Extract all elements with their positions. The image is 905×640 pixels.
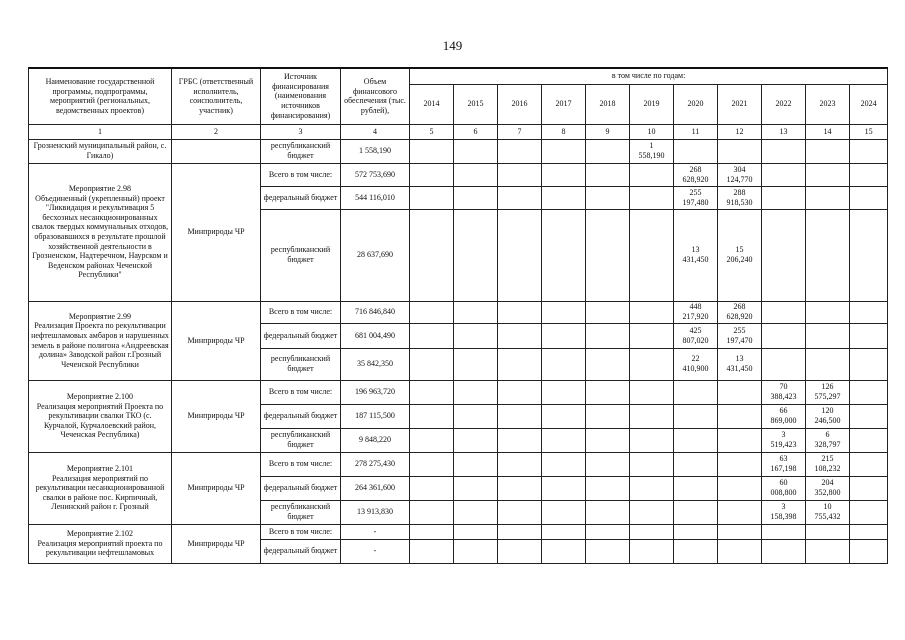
row-grbs: Минприроды ЧР [172,163,261,301]
column-number: 8 [542,124,586,139]
row-name: Грозненский муниципальный район, с. Гикало) [29,139,172,163]
column-number: 3 [261,124,341,139]
row-year-2022: 60 008,800 [762,476,806,500]
row-year-2021: 288 918,530 [718,186,762,209]
header-year: 2023 [806,84,850,124]
header-year: 2020 [674,84,718,124]
row-grbs [172,139,261,163]
row-year-2020: 425 807,020 [674,323,718,348]
row-source: Всего в том числе: [261,452,341,476]
header-year: 2014 [410,84,454,124]
row-volume: 681 004,490 [341,323,410,348]
header-year: 2021 [718,84,762,124]
row-source: республиканский бюджет [261,428,341,452]
row-volume: 187 115,500 [341,404,410,428]
row-year-2022: 3 519,423 [762,428,806,452]
row-volume: 264 361,600 [341,476,410,500]
row-year-2020: 255 197,480 [674,186,718,209]
row-year-2021: 13 431,450 [718,348,762,380]
column-number: 7 [498,124,542,139]
row-source: федеральный бюджет [261,404,341,428]
row-year-2020: 22 410,900 [674,348,718,380]
row-volume: 544 116,010 [341,186,410,209]
row-name: Мероприятие 2.99 Реализация Проекта по рекультивации нефтешламовых амбаров и нарушенных земель в районе полигона «Андреевская долина» Заводской район г.Грозный Чеченской Республики [29,301,172,380]
page-number: 149 [442,38,463,53]
header-year: 2019 [630,84,674,124]
column-number: 5 [410,124,454,139]
row-volume: 9 848,220 [341,428,410,452]
header-years-group: в том числе по годам: [410,68,888,84]
column-number: 11 [674,124,718,139]
row-source: республиканский бюджет [261,139,341,163]
row-volume: 278 275,430 [341,452,410,476]
column-number: 2 [172,124,261,139]
header-year: 2016 [498,84,542,124]
row-volume: 28 637,690 [341,209,410,301]
row-source: Всего в том числе: [261,380,341,404]
column-number: 13 [762,124,806,139]
row-year-2021: 268 628,920 [718,301,762,323]
row-year-2020: 268 628,920 [674,163,718,186]
row-volume: 196 963,720 [341,380,410,404]
row-grbs: Минприроды ЧР [172,452,261,524]
header-year: 2015 [454,84,498,124]
row-year-2022: 63 167,198 [762,452,806,476]
column-number: 15 [850,124,888,139]
row-year-2023: 215 108,232 [806,452,850,476]
row-source: республиканский бюджет [261,209,341,301]
row-grbs: Минприроды ЧР [172,301,261,380]
column-number: 14 [806,124,850,139]
header-source: Источник финансирования (наименования источников финансирования) [261,68,341,124]
row-name: Мероприятие 2.101 Реализация мероприятий по рекультивации несанкционированной свалки в районе пос. Кирпичный, Ленинский район г. Грозный [29,452,172,524]
row-grbs: Минприроды ЧР [172,380,261,452]
row-year-2021: 15 206,240 [718,209,762,301]
row-source: Всего в том числе: [261,524,341,539]
row-source: Всего в том числе: [261,301,341,323]
row-volume: - [341,524,410,539]
row-year-2020: 448 217,920 [674,301,718,323]
header-year: 2022 [762,84,806,124]
row-year-2021: 304 124,770 [718,163,762,186]
row-name: Мероприятие 2.102 Реализация мероприятий проекта по рекультивации нефтешламовых [29,524,172,563]
row-source: федеральный бюджет [261,323,341,348]
row-volume: 13 913,830 [341,500,410,524]
row-year-2022: 70 388,423 [762,380,806,404]
column-number: 6 [454,124,498,139]
table-row [29,524,888,539]
row-year-2019: 1 558,190 [630,139,674,163]
row-source: федеральный бюджет [261,476,341,500]
column-number: 9 [586,124,630,139]
column-number: 10 [630,124,674,139]
row-volume: 35 842,350 [341,348,410,380]
row-year-2022: 3 158,398 [762,500,806,524]
column-number: 4 [341,124,410,139]
row-volume: - [341,539,410,563]
table-row [29,452,888,476]
row-source: республиканский бюджет [261,500,341,524]
row-source: республиканский бюджет [261,348,341,380]
table-row [29,380,888,404]
row-grbs: Минприроды ЧР [172,524,261,563]
header-name: Наименование государственной программы, подпрограммы, мероприятий (региональных, ведомственных проектов) [29,68,172,124]
row-year-2023: 10 755,432 [806,500,850,524]
table-row [29,163,888,186]
row-name: Мероприятие 2.98 Объединенный (укрепленный) проект "Ликвидация и рекультивация 5 бесхозных несанкционированных свалок твердых коммунальных отходов, образовавшихся в результате прошлой хозяйственной деятельности в Грозненском, Надтеречном, Наурском и Веденском районах Чеченской Республики" [29,163,172,301]
column-number: 12 [718,124,762,139]
row-year-2023: 204 352,800 [806,476,850,500]
row-volume: 716 846,840 [341,301,410,323]
row-year-2021: 255 197,470 [718,323,762,348]
row-source: Всего в том числе: [261,163,341,186]
row-year-2023: 120 246,500 [806,404,850,428]
table-row [29,139,888,163]
row-year-2023: 6 328,797 [806,428,850,452]
header-year: 2017 [542,84,586,124]
row-year-2020: 13 431,450 [674,209,718,301]
header-volume: Объем финансового обеспечения (тыс. рублей), [341,68,410,124]
column-number: 1 [29,124,172,139]
row-name: Мероприятие 2.100 Реализация мероприятий Проекта по рекультивации свалки ТКО (с. Курчалой, Курчалоевский район, Чеченская Республика) [29,380,172,452]
header-year: 2018 [586,84,630,124]
header-year: 2024 [850,84,888,124]
row-volume: 572 753,690 [341,163,410,186]
row-source: федеральный бюджет [261,539,341,563]
row-volume: 1 558,190 [341,139,410,163]
financing-table [28,67,888,564]
header-grbs: ГРБС (ответственный исполнитель, соисполнитель, участник) [172,68,261,124]
row-year-2023: 126 575,297 [806,380,850,404]
row-year-2022: 66 869,000 [762,404,806,428]
table-row [29,301,888,323]
row-source: федеральный бюджет [261,186,341,209]
